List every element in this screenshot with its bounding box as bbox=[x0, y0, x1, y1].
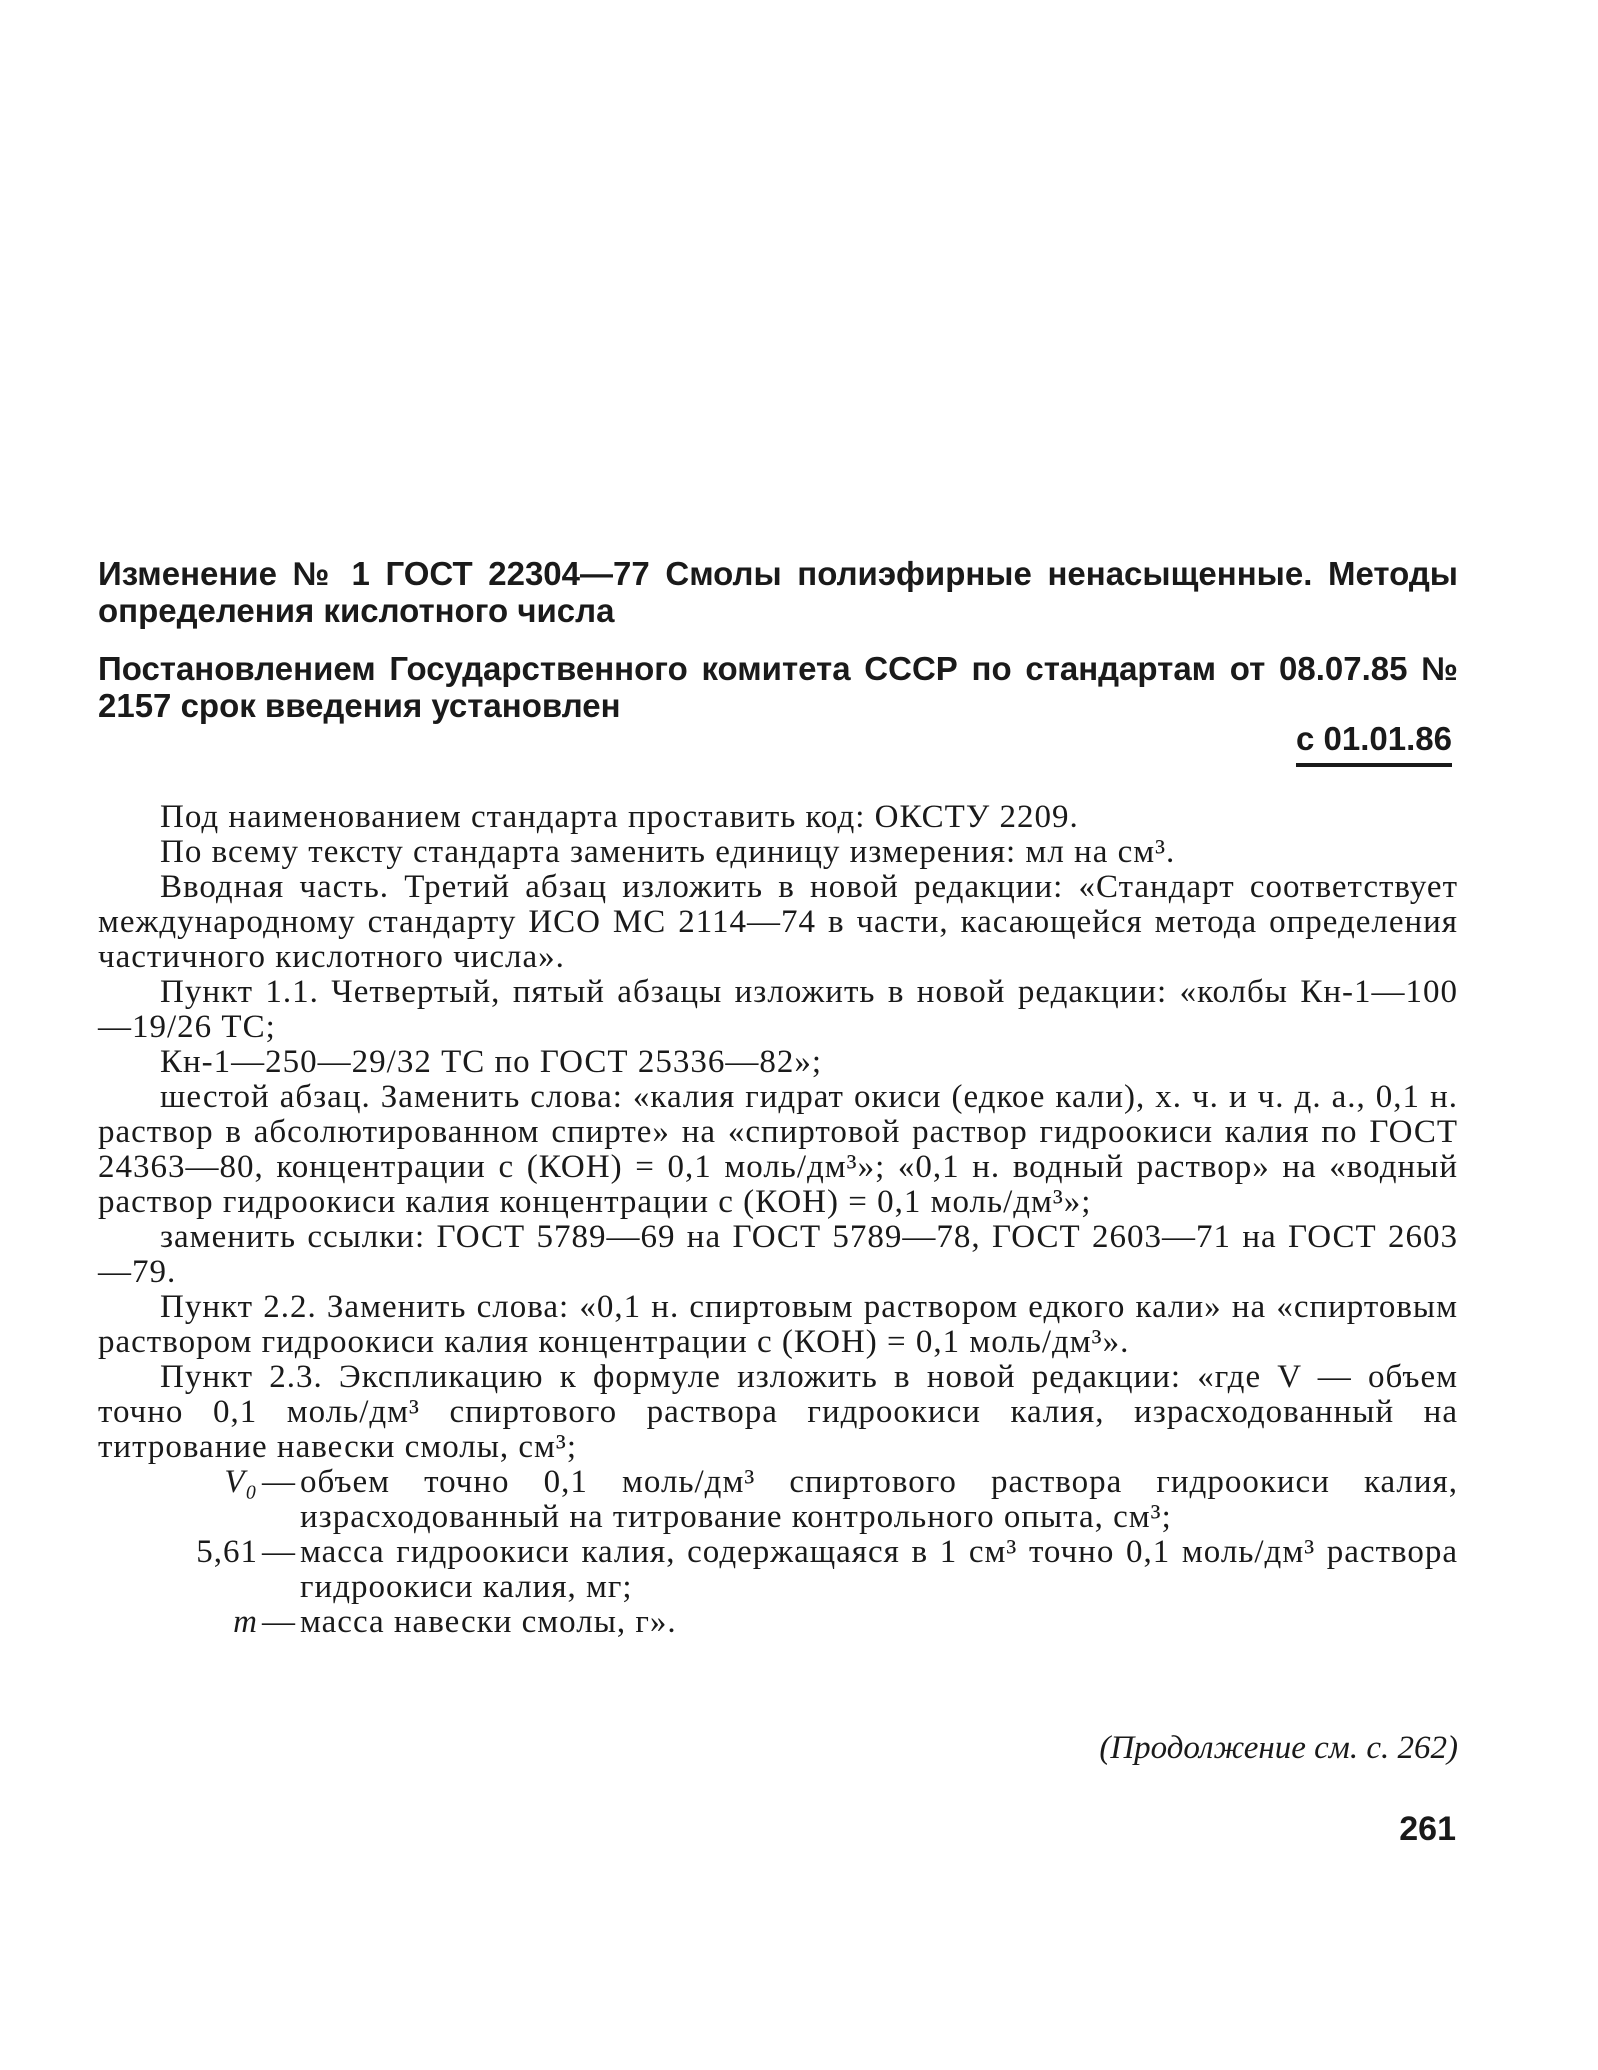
definition-symbol: V₀ bbox=[224, 1464, 258, 1500]
paragraph-item-2-3: Пункт 2.3. Экспликацию к формуле изложить в новой редакции: «где V — объем точно 0,1 моль/дм³ спиртового раствора гидроокиси калия, израсходованный на титрование навески смолы, см³; bbox=[98, 1359, 1458, 1465]
paragraph-code: Под наименованием стандарта проставить код: ОКСТУ 2209. bbox=[160, 799, 1079, 835]
page-number: 261 bbox=[1399, 1810, 1456, 1848]
paragraph-flask: Кн-1—250—29/32 ТС по ГОСТ 25336—82»; bbox=[160, 1044, 822, 1080]
paragraph-item-2-2: Пункт 2.2. Заменить слова: «0,1 н. спиртовым раствором едкого кали» на «спиртовым раствором гидроокиси калия концентрации с (КОН) = 0,1 моль/дм³». bbox=[98, 1289, 1458, 1360]
document-header bbox=[98, 555, 1458, 724]
amendment-body bbox=[98, 800, 1458, 1640]
paragraph-intro: Вводная часть. Третий абзац изложить в новой редакции: «Стандарт соответствует международному стандарту ИСО МС 2114—74 в части, касающейся метода определения частичного кислотного числа». bbox=[98, 869, 1458, 975]
paragraph-sixth: шестой абзац. Заменить слова: «калия гидрат окиси (едкое кали), х. ч. и ч. д. а., 0,1 н. раствор в абсолютированном спирте» на «спиртовой раствор гидроокиси калия по ГОСТ 24363—80, концентрации с (КОН) = 0,1 моль/дм³»; «0,1 н. водный раствор» на «водный раствор гидроокиси калия концентрации с (КОН) = 0,1 моль/дм³»; bbox=[98, 1079, 1458, 1220]
definition-text: масса гидроокиси калия, содержащаяся в 1 см³ точно 0,1 моль/дм³ раствора гидроокиси калия, мг; bbox=[300, 1534, 1458, 1605]
decree-statement: Постановлением Государственного комитета СССР по стандартам от 08.07.85 № 2157 срок введения установлен bbox=[98, 650, 1458, 724]
definition-row bbox=[98, 1535, 1458, 1605]
definition-dash: — bbox=[262, 1464, 296, 1500]
paragraph-item-1-1: Пункт 1.1. Четвертый, пятый абзацы изложить в новой редакции: «колбы Кн-1—100—19/26 ТС; bbox=[98, 974, 1458, 1045]
continuation-note: (Продолжение см. с. 262) bbox=[1099, 1730, 1458, 1766]
formula-explication bbox=[98, 1465, 1458, 1640]
definition-text: масса навески смолы, г». bbox=[300, 1604, 677, 1640]
definition-text: объем точно 0,1 моль/дм³ спиртового раствора гидроокиси калия, израсходованный на титрование контрольного опыта, см³; bbox=[300, 1464, 1458, 1535]
definition-symbol: m bbox=[233, 1604, 258, 1640]
paragraph-units: По всему тексту стандарта заменить единицу измерения: мл на см³. bbox=[160, 834, 1176, 870]
paragraph-references: заменить ссылки: ГОСТ 5789—69 на ГОСТ 5789—78, ГОСТ 2603—71 на ГОСТ 2603—79. bbox=[98, 1219, 1458, 1290]
definition-row bbox=[98, 1605, 1458, 1640]
definition-dash: — bbox=[262, 1604, 296, 1640]
definition-dash: — bbox=[262, 1534, 296, 1570]
amendment-title: Изменение № 1 ГОСТ 22304—77 Смолы полиэфирные ненасыщенные. Методы определения кислотного числа bbox=[98, 555, 1458, 629]
definition-row bbox=[98, 1465, 1458, 1535]
effective-date: с 01.01.86 bbox=[1296, 720, 1452, 767]
definition-symbol: 5,61 bbox=[196, 1534, 258, 1570]
